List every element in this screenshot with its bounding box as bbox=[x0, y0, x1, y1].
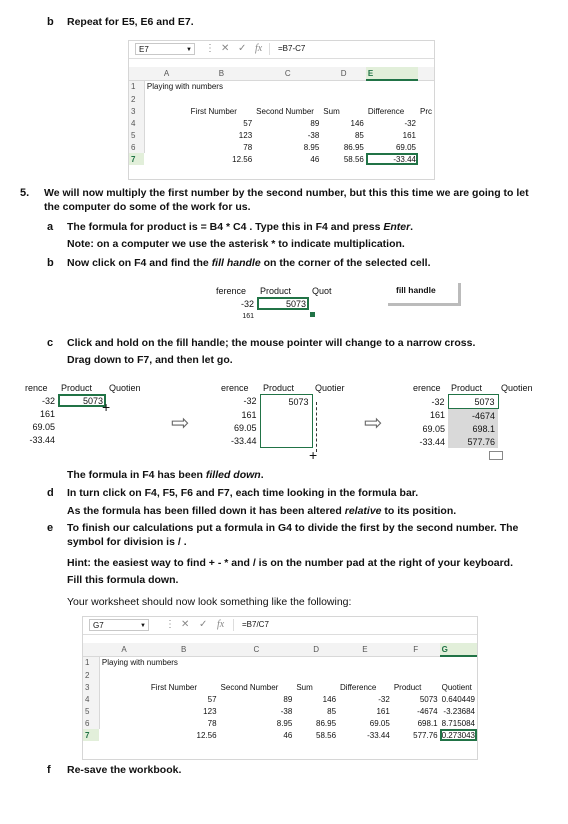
drag-path bbox=[316, 402, 317, 452]
fill-handle-callout: fill handle bbox=[388, 283, 461, 306]
crosshair-cursor-icon: + bbox=[309, 447, 318, 463]
table-row: 3 First Number Second Number Sum Difference Product Quotient bbox=[85, 682, 472, 692]
step-d-text: In turn click on F4, F5, F6 and F7, each time looking in the formula bar. bbox=[67, 487, 419, 499]
table-row: 4 57 89 146 -32 5073 0.640449 bbox=[85, 694, 475, 704]
col-header-b[interactable]: B bbox=[149, 643, 219, 656]
table-row: 2 bbox=[129, 93, 434, 105]
step-b-text: Repeat for E5, E6 and E7. bbox=[67, 16, 194, 28]
crosshair-cursor-icon: + bbox=[102, 399, 111, 415]
table-row: 5 123 -38 85 161 bbox=[131, 130, 416, 140]
function-icon[interactable]: fx bbox=[217, 619, 225, 630]
table-row: 5 123 -38 85 161 -4674 -3.23684 bbox=[85, 706, 475, 716]
step-f-text: Re-save the workbook. bbox=[67, 764, 182, 776]
right-arrow-icon: ⇨ bbox=[171, 410, 190, 435]
dragging-snippet: erence Product Quotier -32 5073 161 69.05 -33.44 bbox=[221, 382, 345, 446]
table-row: 7 12.56 46 58.56 -33.44 bbox=[131, 154, 416, 164]
col-header-g[interactable]: G bbox=[440, 643, 477, 656]
step-e-text: To finish our calculations put a formula in G4 to divide the first by the second number. The symbol for division is / . bbox=[67, 522, 519, 548]
drag-start-snippet: rence Product Quotien -32 5073 161 69.05 -33.44 bbox=[25, 382, 141, 445]
step-e-hint: Hint: the easiest way to find + - * and / is on the number pad at the right of your keyboard. bbox=[67, 557, 514, 569]
step-label-b2: b bbox=[47, 257, 54, 269]
name-box[interactable]: E7 ▼ bbox=[135, 43, 195, 55]
step-a-text: The formula for product is = B4 * C4 . Type this in F4 and press Enter. bbox=[67, 221, 414, 233]
step-label-e: e bbox=[47, 522, 54, 534]
step-label-b: b bbox=[47, 16, 54, 28]
step-number-5: 5. bbox=[20, 187, 30, 199]
col-header-e[interactable]: E bbox=[366, 67, 418, 80]
chevron-down-icon[interactable]: ▼ bbox=[140, 623, 146, 629]
autofill-options-icon[interactable] bbox=[489, 451, 503, 460]
sheet-title-cell[interactable]: Playing with numbers bbox=[146, 82, 223, 92]
name-box[interactable]: G7 ▼ bbox=[89, 619, 149, 631]
table-row: 1 Playing with numbers bbox=[129, 80, 434, 93]
formula-input[interactable]: =B7/C7 bbox=[233, 619, 269, 631]
formula-input[interactable]: =B7-C7 bbox=[269, 43, 305, 55]
step-e-fill: Fill this formula down. bbox=[67, 574, 179, 586]
table-row: 4 57 89 146 -32 bbox=[131, 118, 416, 128]
table-row: 7 12.56 46 58.56 -33.44 577.76 0.273043 bbox=[85, 730, 475, 740]
cancel-icon[interactable]: ✕ bbox=[181, 619, 190, 630]
fill-handle-icon[interactable] bbox=[310, 312, 315, 317]
col-header-c[interactable]: C bbox=[219, 643, 295, 656]
step-a-note: Note: on a computer we use the asterisk * to indicate multiplication. bbox=[67, 238, 405, 250]
selected-cell[interactable]: 0.273043 bbox=[441, 730, 475, 740]
filled-down-text: The formula in F4 has been filled down. bbox=[67, 469, 264, 481]
spreadsheet-1 bbox=[128, 40, 435, 180]
table-row: 6 78 8.95 86.95 69.05 698.1 8.715084 bbox=[85, 718, 475, 728]
more-icon: ⋮ bbox=[165, 619, 175, 630]
enter-icon[interactable]: ✓ bbox=[199, 619, 208, 630]
selected-cell[interactable]: -33.44 bbox=[366, 153, 418, 165]
col-header-f[interactable]: F bbox=[392, 643, 440, 656]
col-header-e[interactable]: E bbox=[338, 643, 392, 656]
step-c-text2: Drag down to F7, and then let go. bbox=[67, 354, 233, 366]
col-header-d[interactable]: D bbox=[294, 643, 338, 656]
step-d-text2: As the formula has been filled down it has been altered relative to its position. bbox=[67, 505, 457, 517]
function-icon[interactable]: fx bbox=[255, 43, 263, 54]
filled-result-snippet: erence Product Quotien -32 5073 161 -4674 69.05 698.1 -33.44 577.76 bbox=[413, 382, 533, 447]
step-c-text1: Click and hold on the fill handle; the mouse pointer will change to a narrow cross. bbox=[67, 337, 476, 349]
chevron-down-icon[interactable]: ▼ bbox=[186, 47, 192, 53]
cancel-icon[interactable]: ✕ bbox=[221, 43, 230, 54]
formula-bar bbox=[129, 41, 434, 59]
formula-bar bbox=[83, 617, 477, 635]
table-row: 6 78 8.95 86.95 69.05 bbox=[131, 142, 416, 152]
step-e-look: Your worksheet should now look something like the following: bbox=[67, 596, 352, 608]
step-b2-text: Now click on F4 and find the fill handle on the corner of the selected cell. bbox=[67, 257, 431, 269]
table-row: 2 bbox=[83, 669, 477, 681]
table-row: 1 Playing with numbers bbox=[83, 656, 477, 669]
sheet-title-cell[interactable]: Playing with numbers bbox=[101, 658, 178, 668]
right-arrow-icon: ⇨ bbox=[364, 410, 383, 435]
col-header-b[interactable]: B bbox=[189, 67, 254, 80]
enter-icon[interactable]: ✓ bbox=[238, 43, 247, 54]
col-header-c[interactable]: C bbox=[254, 67, 321, 80]
col-header-a[interactable]: A bbox=[99, 643, 148, 656]
more-icon: ⋮ bbox=[205, 43, 215, 54]
product-cell[interactable]: 5073 bbox=[257, 297, 309, 310]
spreadsheet-2 bbox=[82, 616, 478, 760]
step5-intro: We will now multiply the first number by the second number, but this this time we are going to let the computer do some of the work for us. bbox=[44, 187, 529, 213]
fill-handle-snippet: ference Product Quot -32 5073 161 bbox=[216, 285, 332, 320]
col-header-a[interactable]: A bbox=[144, 67, 188, 80]
step-label-a: a bbox=[47, 221, 54, 233]
step-label-f: f bbox=[47, 764, 51, 776]
step-label-d: d bbox=[47, 487, 54, 499]
col-header-d[interactable]: D bbox=[321, 67, 366, 80]
table-row: 3 First Number Second Number Sum Difference Prc bbox=[131, 106, 432, 116]
step-label-c: c bbox=[47, 337, 54, 349]
